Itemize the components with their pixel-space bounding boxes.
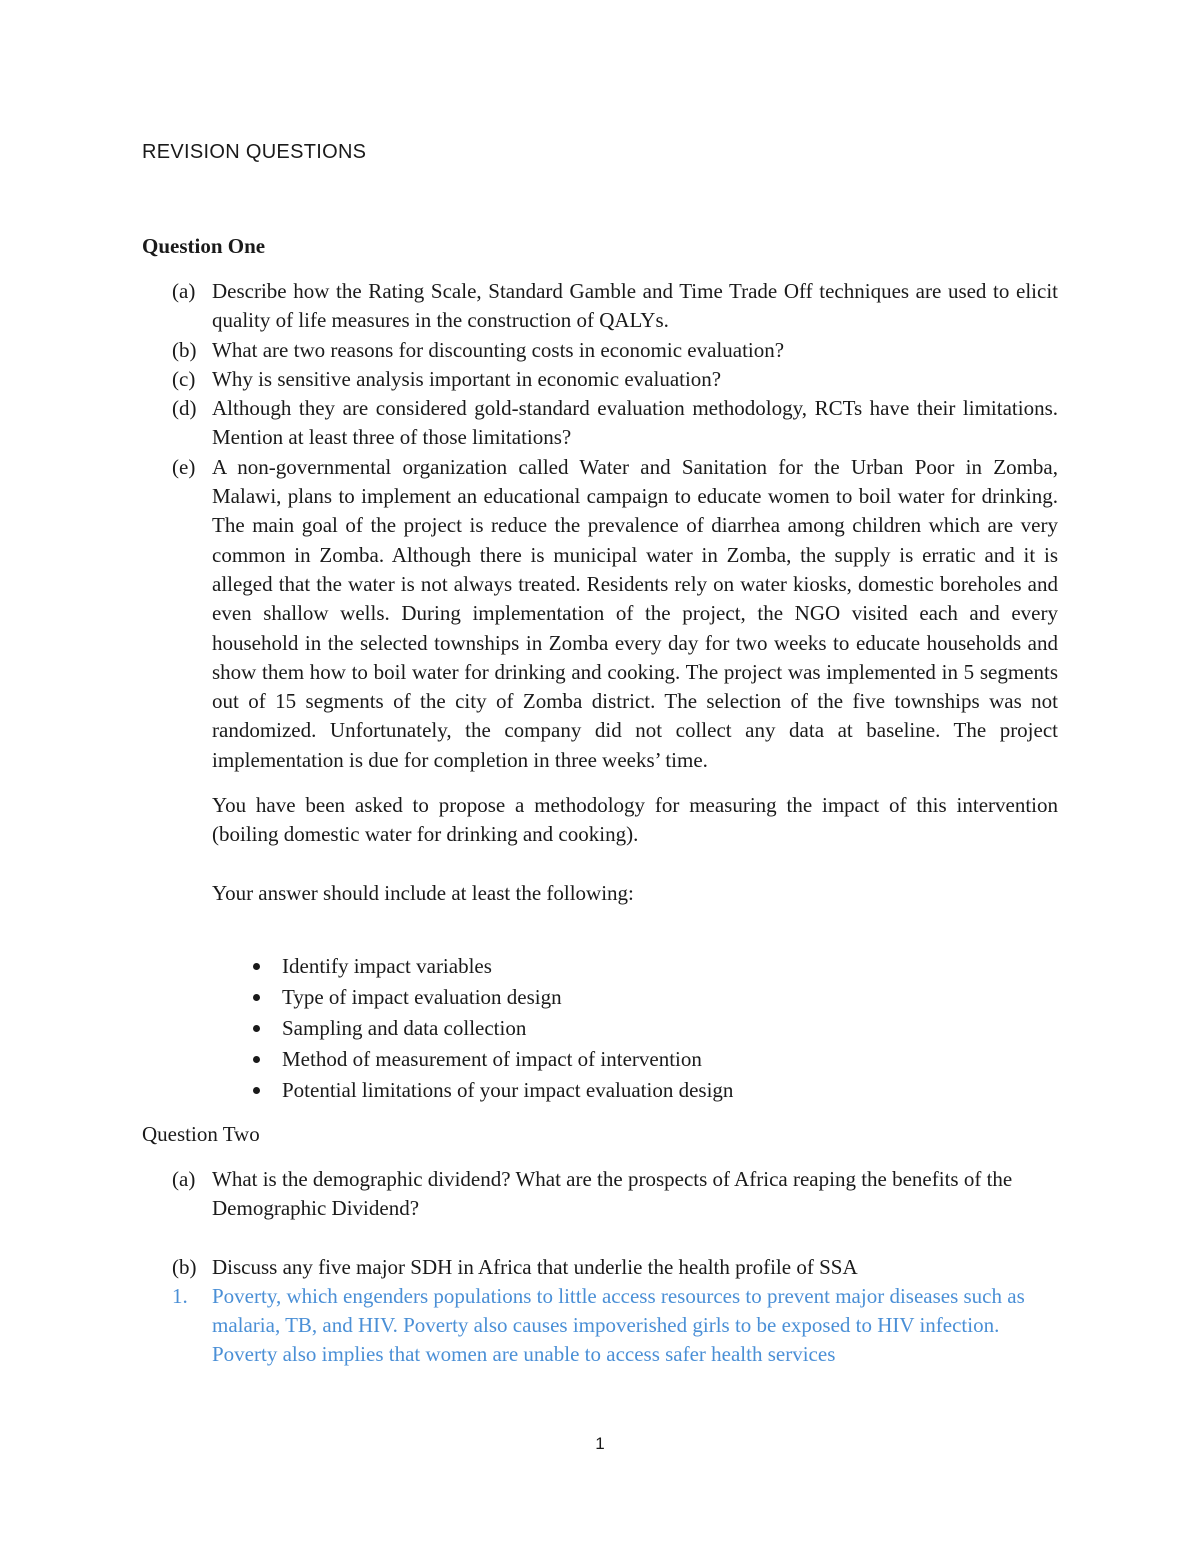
answer-label: 1.	[172, 1283, 188, 1308]
requirements-bullet-list	[212, 951, 1012, 1106]
bullet-icon	[253, 963, 260, 970]
item-text: What are two reasons for discounting costs in economic evaluation?	[212, 337, 785, 362]
item-text: Describe how the Rating Scale, Standard Gamble and Time Trade Off techniques are used to elicit quality of life measures in the construction of QALYs.	[212, 279, 1058, 333]
item-label: (b)	[172, 337, 197, 362]
item-text: A non-governmental organization called Water and Sanitation for the Urban Poor in Zomba, Malawi, plans to implement an educational campaign to educate women to boil water for drinking. The main goal of the project is reduce the prevalence of diarrhea among children which are very common in Zomba. Although there is municipal water in Zomba, the supply is erratic and it is alleged that the water is not always treated. Residents rely on water kiosks, domestic boreholes and even shallow wells. During implementation of the project, the NGO visited each and every household in the selected townships in Zomba every day for two weeks to educate households and show them how to boil water for drinking and cooking. The project was implemented in 5 segments out of 15 segments of the city of Zomba district. The selection of the five townships was not randomized. Unfortunately, the company did not collect any data at baseline. The project implementation is due for completion in three weeks’ time.	[212, 454, 1058, 772]
question-one-item-b	[142, 336, 1058, 365]
bullet-icon	[253, 1087, 260, 1094]
item-label: (a)	[172, 1167, 196, 1191]
item-text: What is the demographic dividend? What are the prospects of Africa reaping the benefits of the Demographic Dividend?	[212, 1167, 1013, 1221]
question-two-item-b	[142, 1253, 1058, 1282]
question-one-item-c	[142, 365, 1058, 394]
item-label: (b)	[172, 1254, 197, 1279]
bullet-icon	[253, 994, 260, 1001]
question-one-heading: Question One	[142, 234, 266, 258]
question-one-item-a	[142, 277, 1058, 336]
instruction-paragraph: You have been asked to propose a methodology for measuring the impact of this intervention (boiling domestic water for drinking and cooking).	[212, 793, 1058, 847]
page-number: 1	[595, 1434, 605, 1453]
item-text: Why is sensitive analysis important in economic evaluation?	[212, 366, 722, 391]
bullet-icon	[253, 1025, 260, 1032]
list-item: Type of impact evaluation design	[212, 982, 1012, 1013]
list-item: Sampling and data collection	[212, 1013, 1012, 1044]
question-two-heading: Question Two	[142, 1122, 260, 1146]
item-label: (a)	[172, 279, 196, 303]
bullet-icon	[253, 1056, 260, 1063]
question-one-item-d	[142, 394, 1058, 453]
answer-requirements-intro: Your answer should include at least the following:	[212, 880, 634, 905]
list-item: Method of measurement of impact of intervention	[212, 1044, 1012, 1075]
list-item: Identify impact variables	[212, 951, 1012, 982]
answer-item-1	[142, 1282, 1058, 1370]
item-text: Discuss any five major SDH in Africa that underlie the health profile of SSA	[212, 1254, 858, 1279]
page-title: REVISION QUESTIONS	[142, 141, 367, 163]
item-label: (c)	[172, 366, 196, 391]
question-two-list	[142, 1165, 1058, 1370]
question-one-list	[142, 277, 1058, 908]
answer-text: Poverty, which engenders populations to little access resources to prevent major diseases such as malaria, TB, and HIV. Poverty also causes impoverished girls to be exposed to HIV infection. Poverty also implies that women are unable to access safer health services	[212, 1283, 1025, 1367]
list-item: Potential limitations of your impact evaluation design	[212, 1075, 1012, 1106]
question-one-item-e	[142, 453, 1058, 775]
item-label: (d)	[172, 396, 197, 421]
question-two-item-a	[142, 1165, 1058, 1224]
item-text: Although they are considered gold-standard evaluation methodology, RCTs have their limitations. Mention at least three of those limitations?	[212, 396, 1058, 450]
item-label: (e)	[172, 454, 196, 479]
